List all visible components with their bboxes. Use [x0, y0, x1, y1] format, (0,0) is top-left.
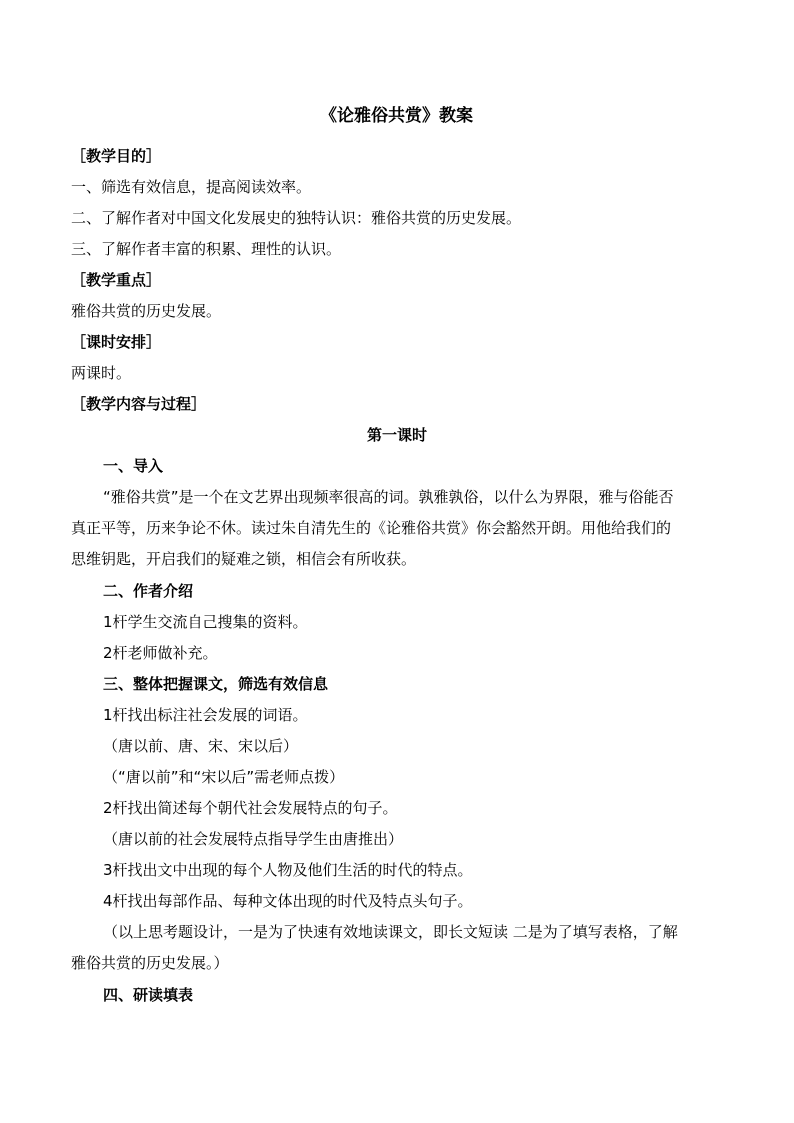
list-item: 1杆找出标注社会发展的词语。 [103, 706, 308, 724]
paragraph-line: 雅俗共赏的历史发展。） [71, 954, 229, 972]
paragraph-line: （以上思考题设计，一是为了快速有效地读课文，即长文短读 二是为了填写表格，了解 [103, 923, 678, 941]
list-item: （“唐以前”和“宋以后”需老师点拨） [103, 768, 345, 786]
list-item: （唐以前、唐、宋、宋以后） [103, 737, 299, 755]
paragraph-line: “雅俗共赏”是一个在文艺界出现频率很高的词。孰雅孰俗，以什么为界限，雅与俗能否 [103, 488, 674, 506]
paragraph-line: 思维钥匙，开启我们的疑难之锁，相信会有所收获。 [71, 550, 417, 568]
lesson-title: 第一课时 [367, 426, 428, 444]
list-item: （唐以前的社会发展特点指导学生由唐推出） [103, 830, 404, 848]
focus-heading: ［教学重点］ [71, 271, 162, 289]
aim-item: 二、了解作者对中国文化发展史的独特认识：雅俗共赏的历史发展。 [71, 209, 522, 227]
aim-item: 一、筛选有效信息，提高阅读效率。 [71, 178, 312, 196]
section-heading: 二、作者介绍 [103, 582, 194, 600]
list-item: 3杆找出文中出现的每个人物及他们生活的时代的特点。 [103, 861, 473, 879]
section-heading: 一、导入 [103, 457, 164, 475]
list-item: 4杆找出每部作品、每种文体出现的时代及特点头句子。 [103, 892, 473, 910]
section-heading: 四、研读填表 [103, 986, 194, 1004]
schedule-text: 两课时。 [71, 364, 132, 382]
process-heading: ［教学内容与过程］ [71, 395, 207, 413]
list-item: 2杆找出简述每个朝代社会发展特点的句子。 [103, 799, 398, 817]
doc-title: 《论雅俗共赏》教案 [320, 106, 473, 126]
aim-item: 三、了解作者丰富的积累、理性的认识。 [71, 240, 342, 258]
list-item: 2杆老师做补充。 [103, 644, 218, 662]
section-heading: 三、整体把握课文，筛选有效信息 [103, 675, 329, 693]
schedule-heading: ［课时安排］ [71, 333, 162, 351]
focus-text: 雅俗共赏的历史发展。 [71, 302, 222, 320]
paragraph-line: 真正平等，历来争论不休。读过朱自清先生的《论雅俗共赏》你会豁然开朗。用他给我们的 [71, 519, 672, 537]
aims-heading: ［教学目的］ [71, 147, 162, 165]
list-item: 1杆学生交流自己搜集的资料。 [103, 613, 308, 631]
